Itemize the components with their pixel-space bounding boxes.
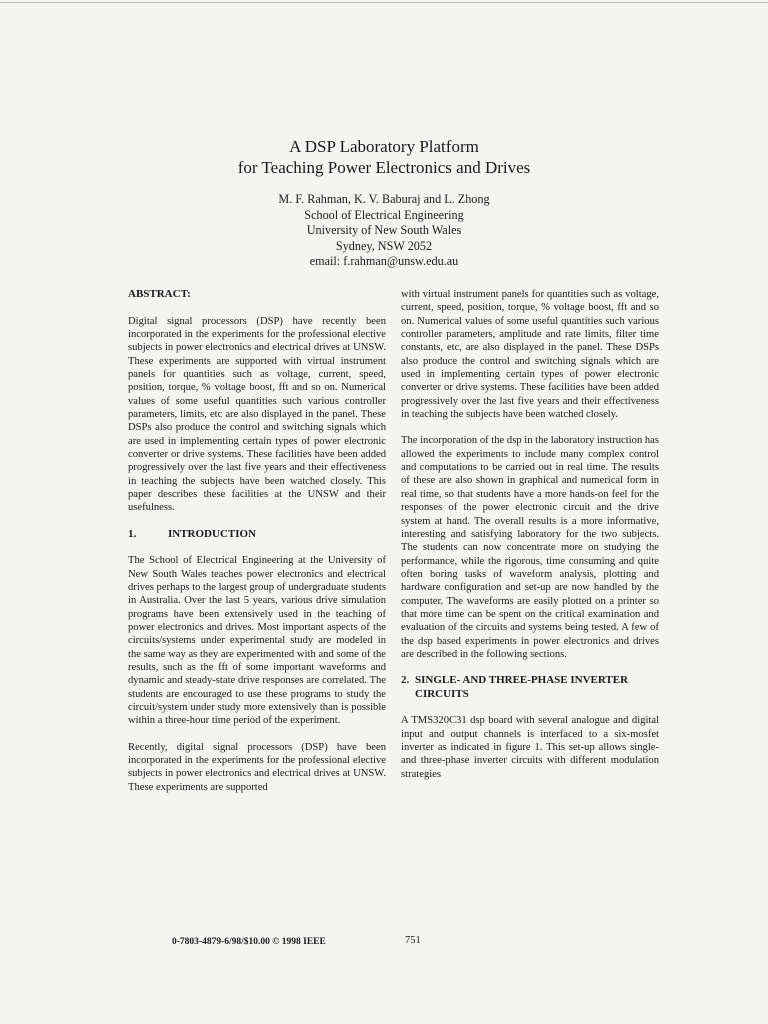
abstract-text: Digital signal processors (DSP) have recently been incorporated in the experiments for the professional elective subjects in power electronics and electrical drives at UNSW. These experiments are supported with virtual instrument panels for quantities such as voltage, current, speed, position, torque, % voltage boost, fft and so on. Numerical values of some useful quantities such various controller parameters, limits, etc are also displayed in the panel. These DSPs also produce the control and switching signals which are used in implementing certain types of power electronic converter or drive systems. These facilities have been added progressively over the last five years and their effectiveness in teaching the subjects have been watched closely. This paper describes these facilities at the UNSW and their usefulness.	[128, 315, 386, 514]
section-2-paragraph-1: A TMS320C31 dsp board with several analogue and digital input and output channels is interfaced to a six-mosfet inverter as indicated in figure 1. This set-up allows single- and three-phase inverter circuits with different modulation strategies	[401, 715, 659, 780]
paper-header	[0, 136, 768, 270]
section-1-heading	[128, 528, 386, 542]
left-column	[128, 288, 386, 807]
section-2-number: 2.	[401, 674, 410, 687]
title-line-2: for Teaching Power Electronics and Drives	[237, 158, 531, 177]
intro-paragraph-2: Recently, digital signal processors (DSP) have been incorporated in the experiments for the professional elective subjects in power electronics and electrical drives at UNSW. These experiments are supported	[128, 741, 386, 793]
right-column	[401, 288, 659, 794]
copyright-line: 0-7803-4879-6/98/$10.00 © 1998 IEEE	[172, 937, 326, 947]
paper-title	[0, 136, 768, 178]
page-number: 751	[405, 935, 421, 946]
affiliation-school: School of Electrical Engineering	[304, 207, 464, 222]
affiliation-university: University of New South Wales	[306, 223, 462, 237]
affiliation-city: Sydney, NSW 2052	[335, 238, 433, 253]
title-line-1: A DSP Laboratory Platform	[289, 137, 479, 156]
top-rule	[0, 2, 768, 3]
section-2-title-b: CIRCUITS	[415, 687, 469, 700]
author-block	[0, 192, 768, 270]
section-2-heading	[401, 674, 659, 701]
right-paragraph-2: The incorporation of the dsp in the laboratory instruction has allowed the experiments to include many complex control and computations to be carried out in real time. The results of these are also shown in graphical and numerical form in real time, so that students have a more hands-on feel for the responses of the power electronic circuit and the drive system at hand. The overall results is a more informative, interesting and satisfying laboratory for the two subjects. The students can now concentrate more on studying the performance, while the rigorous, time consuming and quite often boring tasks of waveform analysis, plotting and hardware configuration and set-up are now handled by the computer. The waveforms are easily plotted on a printer so that more time can be spent on the critical examination and evaluation of the circuits and systems being tested. A few of the dsp based experiments in power electronics and drives are described in the following sections.	[401, 435, 660, 660]
author-names: M. F. Rahman, K. V. Baburaj and L. Zhong	[278, 192, 490, 206]
section-1-title: INTRODUCTION	[168, 527, 257, 540]
section-2-title-a: SINGLE- AND THREE-PHASE INVERTER	[415, 674, 629, 687]
right-paragraph-1: with virtual instrument panels for quantities such as voltage, current, speed, position, torque, % voltage boost, fft and so on. Numerical values of some useful quantities such various controller parameters, amplitude and rate limits, filter time constants, etc, are also displayed in the panel. These DSPs also produce the control and switching signals which are used in implementing certain types of power electronic converter or drive systems. These facilities have been added progressively over the last five years and their effectiveness in teaching the subjects have been watched closely.	[401, 289, 659, 421]
intro-paragraph-1: The School of Electrical Engineering at the University of New South Wales teaches power electronics and electrical drives perhaps to the largest group of undergraduate students in Australia. Over the last 5 years, various drive simulation programs have been extensively used in the teaching of power electronics and drives. Most important aspects of the circuits/systems under experimental study are modeled in the same way as they are experimented with and some of the results, such as the fft of some important waveforms and dynamic and steady-state drive responses are correlated. The students are encouraged to use these programs to study the circuit/system under study more extensively than is possible within a three-hour time period of the experiment.	[128, 555, 386, 727]
author-email: email: f.rahman@unsw.edu.au	[309, 254, 459, 268]
abstract-heading: ABSTRACT:	[128, 288, 191, 300]
section-1-number: 1.	[128, 527, 137, 540]
